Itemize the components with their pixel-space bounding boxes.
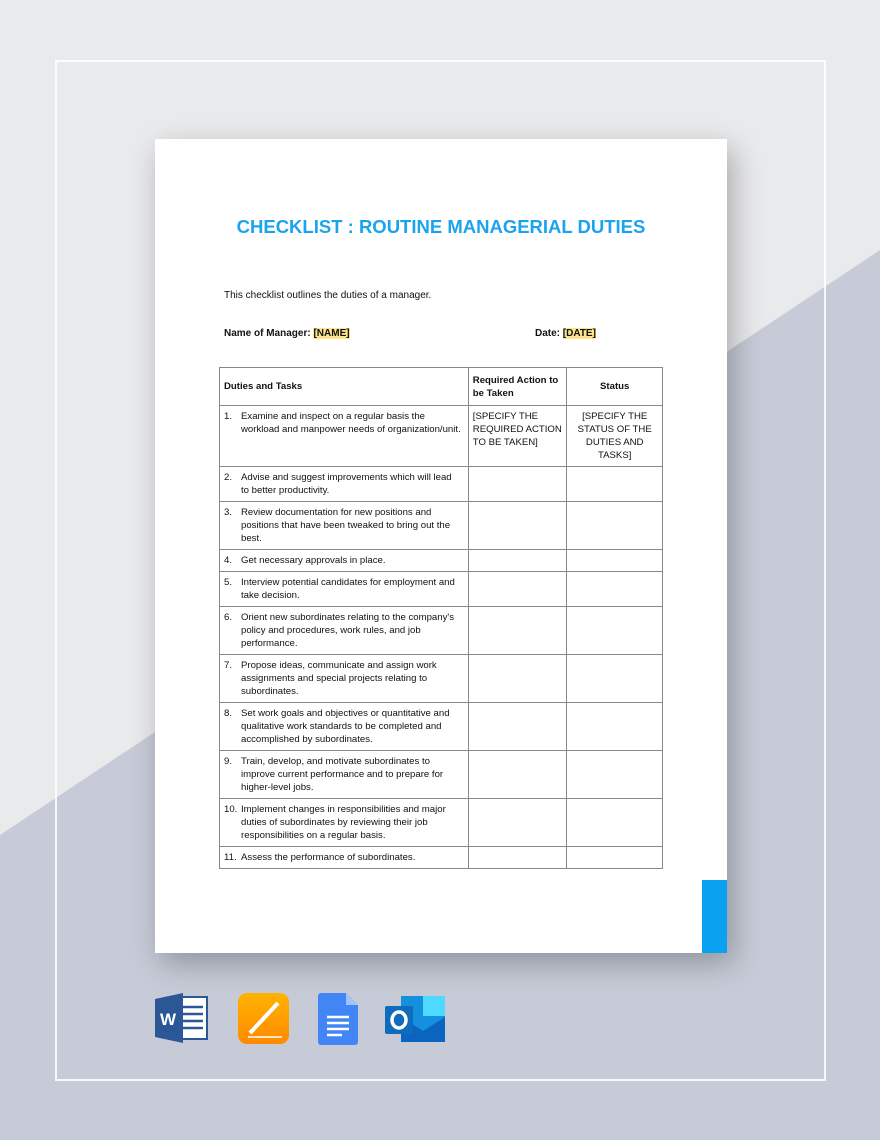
date-label: Date: bbox=[535, 328, 561, 339]
document-preview bbox=[155, 139, 727, 953]
word-icon[interactable] bbox=[155, 993, 209, 1043]
task-number: 9. bbox=[224, 756, 233, 767]
manager-value: [NAME] bbox=[313, 328, 350, 339]
table-row bbox=[220, 847, 663, 869]
table-row bbox=[220, 406, 663, 467]
action-cell bbox=[468, 751, 567, 799]
task-number: 2. bbox=[224, 472, 233, 483]
task-text: Interview potential candidates for employment and take decision. bbox=[241, 577, 455, 601]
manager-field bbox=[224, 328, 350, 339]
task-number: 8. bbox=[224, 708, 233, 719]
date-field bbox=[535, 328, 596, 339]
action-cell bbox=[468, 502, 567, 550]
task-number: 4. bbox=[224, 555, 233, 566]
header-duties: Duties and Tasks bbox=[220, 368, 469, 406]
task-cell bbox=[220, 502, 469, 550]
task-text: Implement changes in responsibilities and major duties of subordinates by reviewing their job responsibilities on a regular basis. bbox=[241, 804, 446, 841]
task-number: 10. bbox=[224, 804, 238, 815]
task-text: Assess the performance of subordinates. bbox=[241, 852, 416, 863]
task-cell bbox=[220, 467, 469, 502]
task-cell bbox=[220, 799, 469, 847]
task-text: Propose ideas, communicate and assign work assignments and special projects relating to subordinates. bbox=[241, 660, 437, 697]
status-cell bbox=[567, 703, 663, 751]
header-action: Required Action to be Taken bbox=[468, 368, 567, 406]
task-cell bbox=[220, 655, 469, 703]
action-cell bbox=[468, 799, 567, 847]
task-number: 5. bbox=[224, 577, 233, 588]
task-cell bbox=[220, 406, 469, 467]
action-cell bbox=[468, 655, 567, 703]
task-text: Train, develop, and motivate subordinates to improve current performance and to prepare for higher-level jobs. bbox=[241, 756, 444, 793]
task-number: 6. bbox=[224, 612, 233, 623]
action-cell bbox=[468, 607, 567, 655]
status-cell: [SPECIFY THE STATUS OF THE DUTIES AND TASKS] bbox=[567, 406, 663, 467]
task-text: Orient new subordinates relating to the company's policy and procedures, work rules, and job performance. bbox=[241, 612, 455, 649]
action-cell bbox=[468, 467, 567, 502]
status-cell bbox=[567, 847, 663, 869]
table-row bbox=[220, 550, 663, 572]
status-cell bbox=[567, 607, 663, 655]
status-cell bbox=[567, 655, 663, 703]
accent-bar bbox=[702, 880, 727, 953]
date-value: [DATE] bbox=[562, 328, 596, 339]
header-status: Status bbox=[567, 368, 663, 406]
pages-icon[interactable] bbox=[238, 993, 289, 1044]
table-row bbox=[220, 607, 663, 655]
task-text: Examine and inspect on a regular basis the workload and manpower needs of organization/unit. bbox=[241, 411, 461, 435]
task-text: Set work goals and objectives or quantitative and qualitative work standards to be completed and accomplished by subordinates. bbox=[241, 708, 450, 745]
task-text: Advise and suggest improvements which will lead to better productivity. bbox=[241, 472, 452, 496]
status-cell bbox=[567, 502, 663, 550]
status-cell bbox=[567, 751, 663, 799]
status-cell bbox=[567, 799, 663, 847]
table-row bbox=[220, 572, 663, 607]
task-cell bbox=[220, 703, 469, 751]
table-row bbox=[220, 799, 663, 847]
status-cell bbox=[567, 550, 663, 572]
action-cell bbox=[468, 703, 567, 751]
manager-label: Name of Manager: bbox=[224, 328, 311, 339]
google-docs-icon[interactable] bbox=[318, 993, 358, 1045]
task-cell bbox=[220, 847, 469, 869]
task-number: 7. bbox=[224, 660, 233, 671]
task-number: 1. bbox=[224, 411, 233, 422]
task-cell bbox=[220, 607, 469, 655]
task-cell bbox=[220, 550, 469, 572]
action-cell: [SPECIFY THE REQUIRED ACTION TO BE TAKEN] bbox=[468, 406, 567, 467]
task-cell bbox=[220, 572, 469, 607]
action-cell bbox=[468, 847, 567, 869]
outlook-icon[interactable] bbox=[385, 993, 445, 1045]
action-cell bbox=[468, 572, 567, 607]
action-cell bbox=[468, 550, 567, 572]
table-row bbox=[220, 703, 663, 751]
document-title: CHECKLIST : ROUTINE MANAGERIAL DUTIES bbox=[236, 216, 646, 237]
task-number: 3. bbox=[224, 507, 233, 518]
intro-text: This checklist outlines the duties of a manager. bbox=[224, 290, 432, 301]
duties-table bbox=[219, 367, 663, 869]
task-number: 11. bbox=[224, 852, 237, 863]
status-cell bbox=[567, 572, 663, 607]
task-text: Get necessary approvals in place. bbox=[241, 555, 386, 566]
table-row bbox=[220, 751, 663, 799]
task-text: Review documentation for new positions and positions that have been tweaked to bring out the best. bbox=[241, 507, 451, 544]
table-row bbox=[220, 502, 663, 550]
status-cell bbox=[567, 467, 663, 502]
svg-text:W: W bbox=[159, 1010, 177, 1029]
table-row bbox=[220, 467, 663, 502]
task-cell bbox=[220, 751, 469, 799]
table-row bbox=[220, 655, 663, 703]
